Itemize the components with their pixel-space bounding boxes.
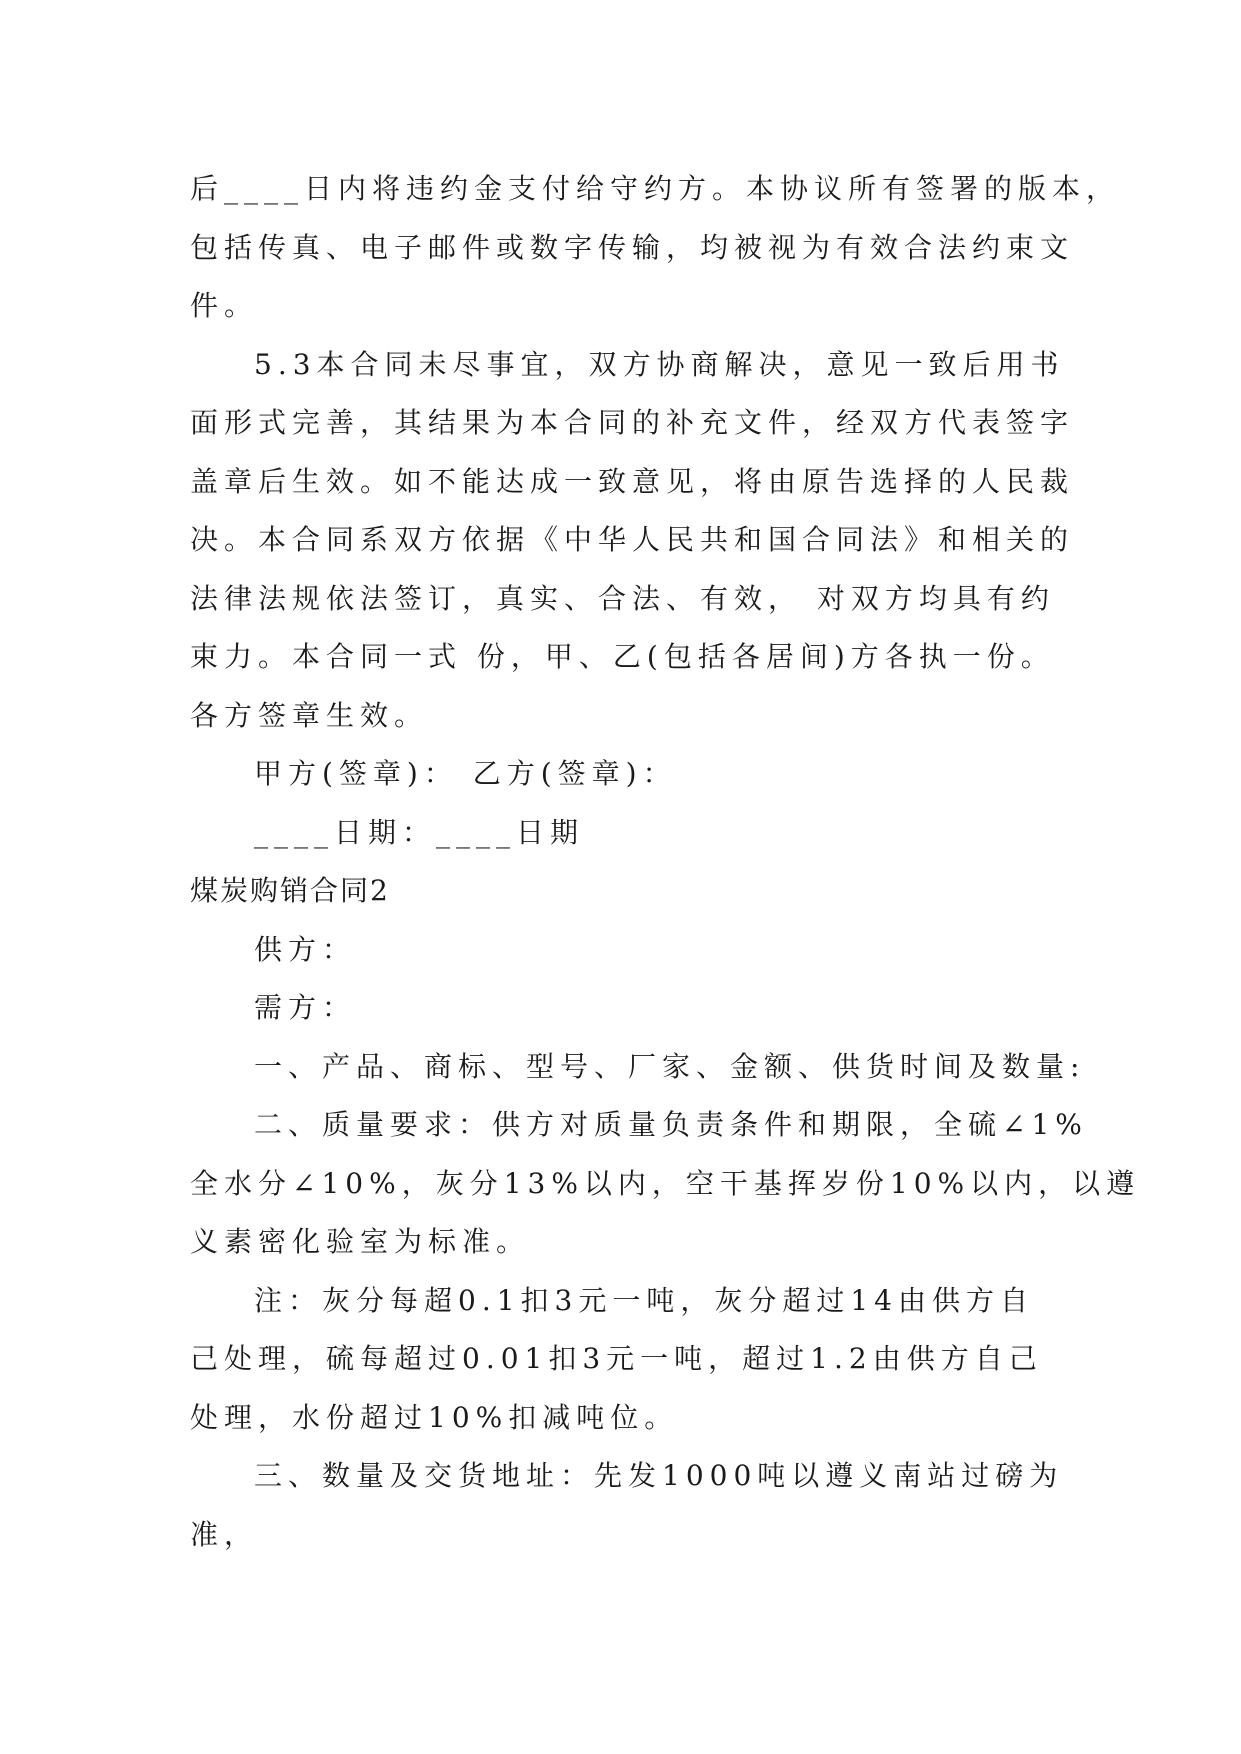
text-line: 处理，水份超过10%扣减吨位。 — [190, 1400, 679, 1434]
document-body — [190, 160, 1141, 1564]
text-line: 后____日内将违约金支付给守约方。本协议所有签署的版本， — [190, 172, 1121, 205]
date-line: ____日期：____日期 — [254, 815, 585, 849]
clause-1-line: 一、产品、商标、型号、厂家、金额、供货时间及数量: — [254, 1049, 1086, 1083]
note-line: 注：灰分每超0.1扣3元一吨，灰分超过14由供方自 — [254, 1283, 1034, 1317]
text-line: 各方签章生效。 — [190, 698, 429, 732]
supplier-line: 供方： — [254, 932, 357, 966]
buyer-line: 需方： — [254, 991, 357, 1024]
clause-5-3-line: 5.3本合同未尽事宜，双方协商解决，意见一致后用书 — [254, 347, 1065, 381]
section-title: 煤炭购销合同2 — [190, 874, 390, 907]
clause-3-line: 三、数量及交货地址：先发1000吨以遵义南站过磅为 — [254, 1459, 1064, 1492]
text-line: 准， — [190, 1517, 259, 1551]
clause-2-line: 二、质量要求：供方对质量负责条件和期限，全硫∠1% — [254, 1108, 1088, 1141]
text-line: 义素密化验室为标准。 — [190, 1225, 531, 1258]
text-line: 全水分∠10%，灰分13%以内，空干基挥岁份10%以内，以遵 — [190, 1166, 1141, 1200]
text-line: 盖章后生效。如不能达成一致意见，将由原告选择的人民裁 — [190, 464, 1075, 498]
text-line: 决。本合同系双方依据《中华人民共和国合同法》和相关的 — [190, 523, 1075, 556]
text-line: 法律法规依法签订，真实、合法、有效， 对双方均具有约 — [190, 581, 1055, 615]
text-line: 包括传真、电子邮件或数字传输，均被视为有效合法约束文 — [190, 230, 1075, 264]
text-line: 面形式完善，其结果为本合同的补充文件，经双方代表签字 — [190, 406, 1075, 439]
text-line: 束力。本合同一式 份，甲、乙(包括各居间)方各执一份。 — [190, 640, 1055, 673]
text-line: 己处理，硫每超过0.01扣3元一吨，超过1.2由供方自己 — [190, 1342, 1043, 1375]
signature-line: 甲方(签章)： 乙方(签章)： — [254, 757, 677, 790]
text-line: 件。 — [190, 289, 259, 322]
